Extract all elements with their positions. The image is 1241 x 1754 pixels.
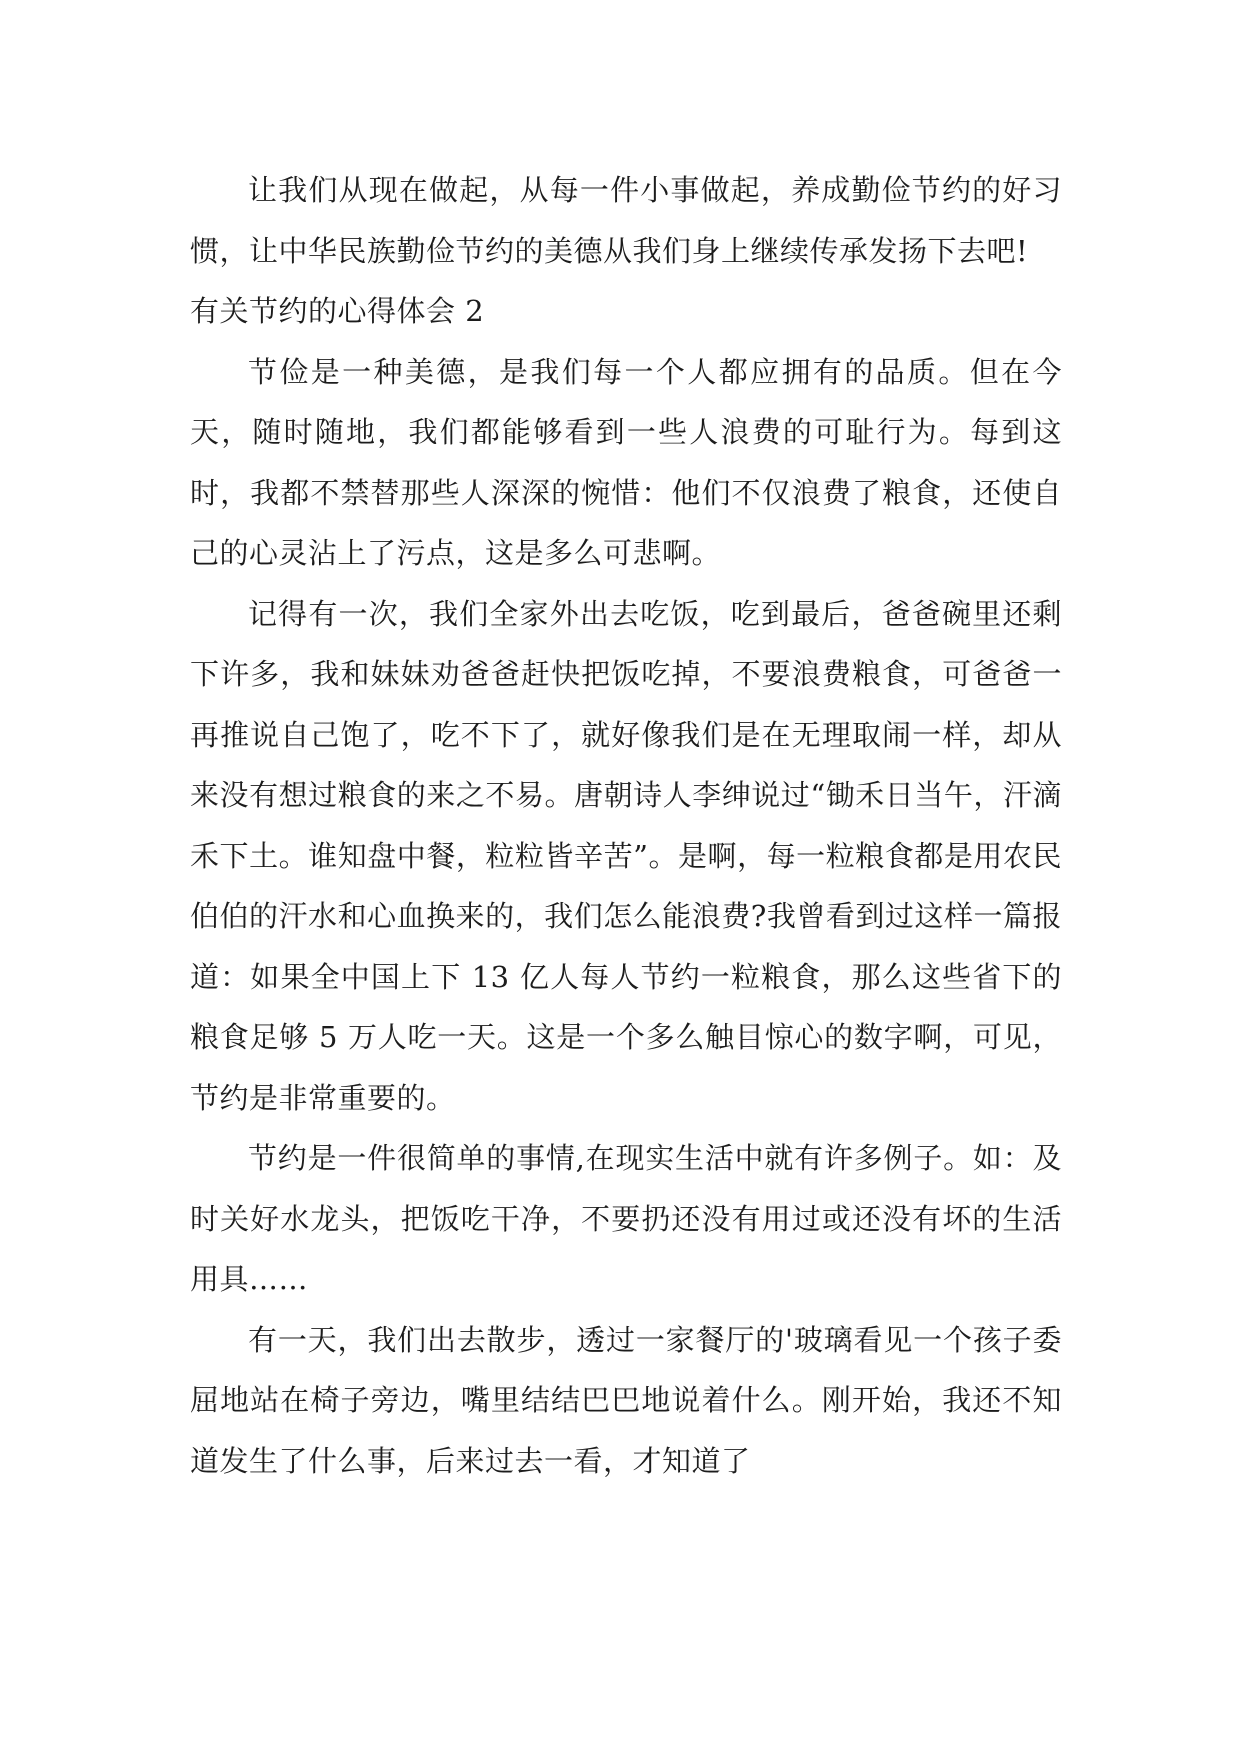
paragraph-simple-examples: 节约是一件很简单的事情,在现实生活中就有许多例子。如：及时关好水龙头，把饭吃干净，不要扔还没有用过或还没有坏的生活用具…… (190, 1141, 1062, 1296)
paragraph-conclusion: 让我们从现在做起，从每一件小事做起，养成勤俭节约的好习惯，让中华民族勤俭节约的美德从我们身上继续传承发扬下去吧! (190, 173, 1062, 268)
paragraph-family-dinner: 记得有一次，我们全家外出去吃饭，吃到最后，爸爸碗里还剩下许多，我和妹妹劝爸爸赶快把饭吃掉，不要浪费粮食，可爸爸一再推说自己饱了，吃不下了，就好像我们是在无理取闹一样，却从来没有想过粮食的来之不易。唐朝诗人李绅说过“锄禾日当午，汗滴禾下土。谁知盘中餐，粒粒皆辛苦”。是啊，每一粒粮食都是用农民伯伯的汗水和心血换来的，我们怎么能浪费?我曾看到过这样一篇报道：如果全中国上下 13 亿人每人节约一粒粮食，那么这些省下的粮食足够 5 万人吃一天。这是一个多么触目惊心的数字啊，可见，节约是非常重要的。 (190, 596, 1062, 1115)
document-body (190, 160, 1062, 1491)
paragraph-frugality-virtue: 节俭是一种美德，是我们每一个人都应拥有的品质。但在今天，随时随地，我们都能够看到一些人浪费的可耻行为。每到这时，我都不禁替那些人深深的惋惜：他们不仅浪费了粮食，还使自己的心灵沾上了污点，这是多么可悲啊。 (190, 354, 1062, 570)
paragraph-restaurant-story: 有一天，我们出去散步，透过一家餐厅的'玻璃看见一个孩子委屈地站在椅子旁边，嘴里结结巴巴地说着什么。刚开始，我还不知道发生了什么事，后来过去一看，才知道了 (190, 1322, 1062, 1478)
section-heading: 有关节约的心得体会 2 (190, 294, 485, 328)
